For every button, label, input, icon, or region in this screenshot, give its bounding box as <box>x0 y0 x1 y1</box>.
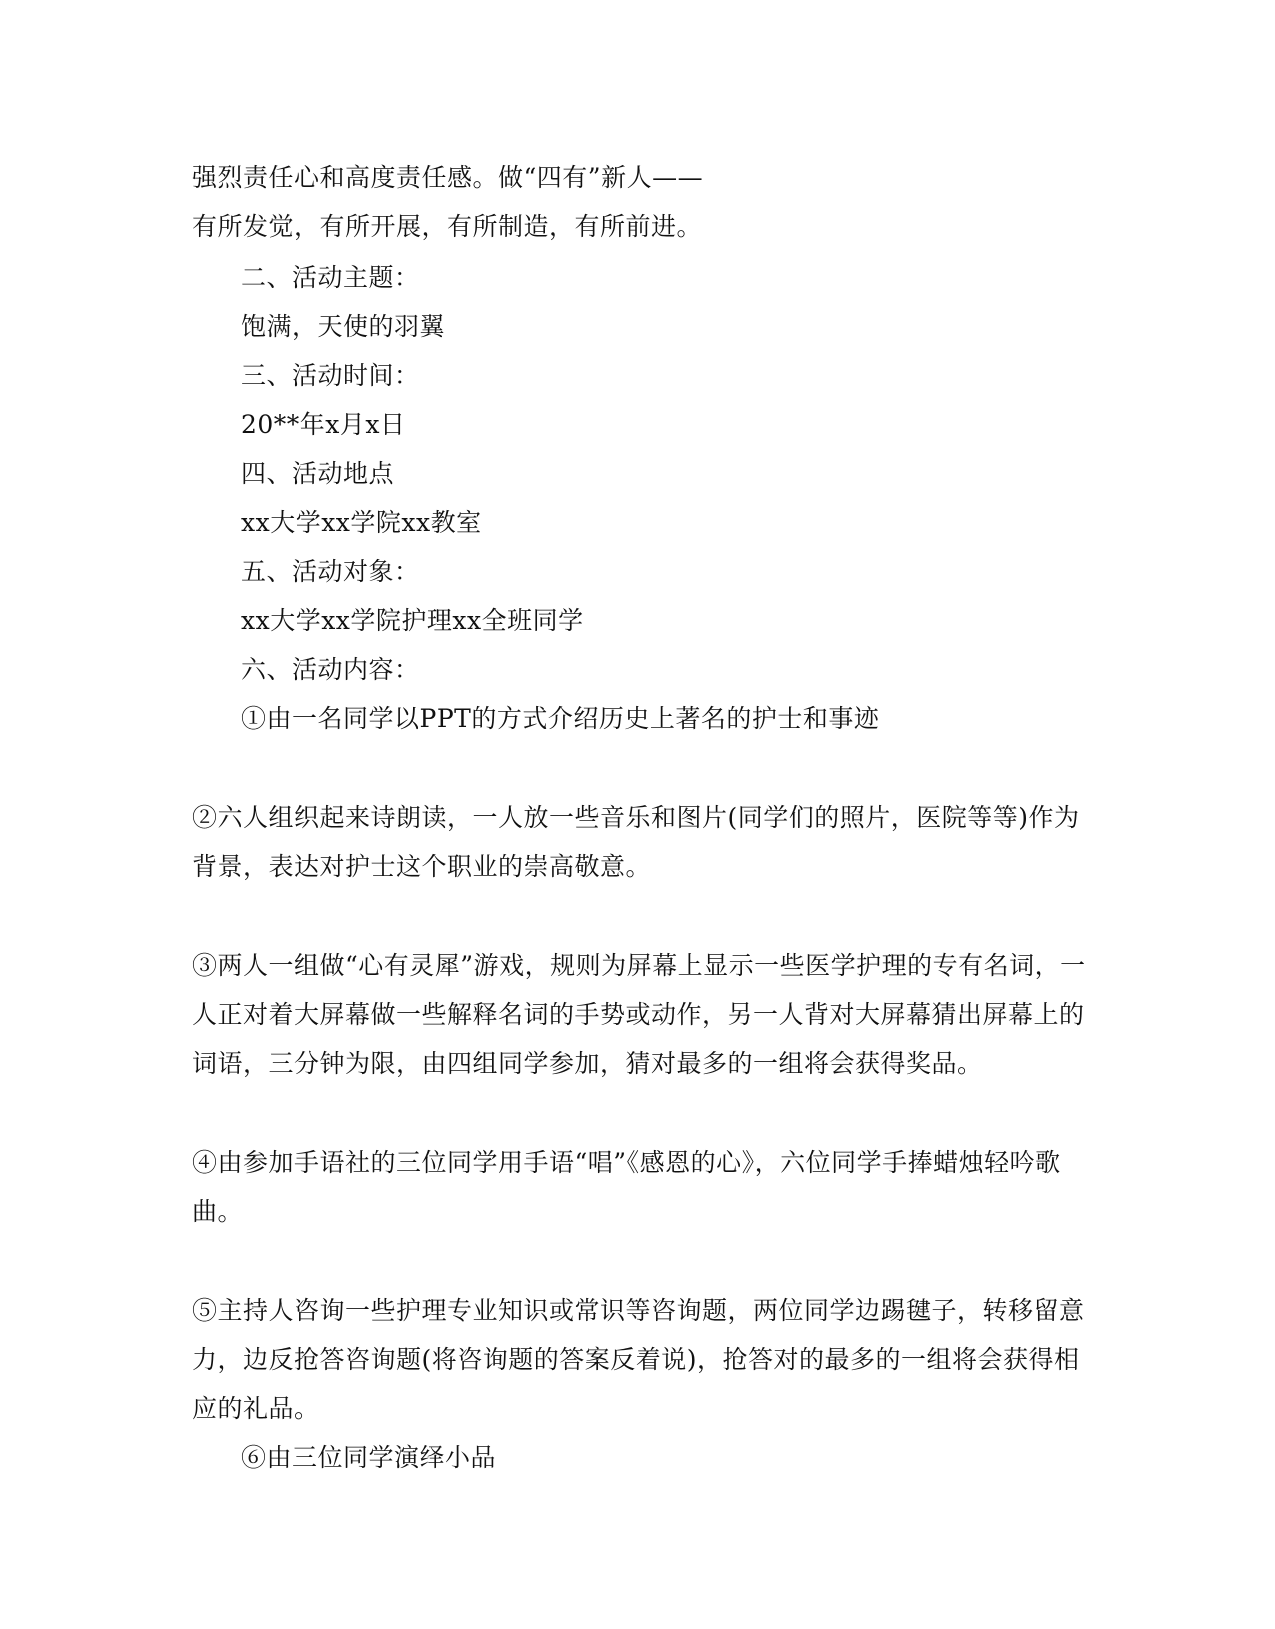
content-item-4-line-2: 曲。 <box>192 1197 244 1226</box>
time-text: 20**年x月x日 <box>241 410 406 439</box>
theme-text: 饱满，天使的羽翼 <box>241 312 446 341</box>
content-item-5-line-2: 力，边反抢答咨询题(将咨询题的答案反着说)，抢答对的最多的一组将会获得相 <box>192 1345 1080 1374</box>
content-item-1: ①由一名同学以PPT的方式介绍历史上著名的护士和事迹 <box>241 704 880 733</box>
section-heading-audience: 五、活动对象： <box>241 557 420 586</box>
section-heading-location: 四、活动地点 <box>241 459 395 488</box>
audience-text: xx大学xx学院护理xx全班同学 <box>241 606 584 635</box>
section-heading-time: 三、活动时间： <box>241 361 420 390</box>
section-heading-theme: 二、活动主题： <box>241 263 420 292</box>
content-item-3-line-3: 词语，三分钟为限，由四组同学参加，猜对最多的一组将会获得奖品。 <box>192 1049 983 1078</box>
location-text: xx大学xx学院xx教室 <box>241 508 482 537</box>
intro-line-1: 强烈责任心和高度责任感。做“四有”新人—— <box>192 163 704 192</box>
content-item-6: ⑥由三位同学演绎小品 <box>241 1443 497 1472</box>
content-item-2-line-2: 背景，表达对护士这个职业的崇高敬意。 <box>192 852 652 881</box>
content-item-2-line-1: ②六人组织起来诗朗读，一人放一些音乐和图片(同学们的照片，医院等等)作为 <box>192 803 1080 832</box>
section-heading-content: 六、活动内容： <box>241 655 420 684</box>
intro-line-2: 有所发觉，有所开展，有所制造，有所前进。 <box>192 212 703 241</box>
content-item-4-line-1: ④由参加手语社的三位同学用手语“唱”《感恩的心》，六位同学手捧蜡烛轻吟歌 <box>192 1148 1061 1177</box>
content-item-5-line-1: ⑤主持人咨询一些护理专业知识或常识等咨询题，两位同学边踢毽子，转移留意 <box>192 1296 1085 1325</box>
content-item-3-line-2: 人正对着大屏幕做一些解释名词的手势或动作，另一人背对大屏幕猜出屏幕上的 <box>192 1000 1085 1029</box>
content-item-3-line-1: ③两人一组做“心有灵犀”游戏，规则为屏幕上显示一些医学护理的专有名词，一 <box>192 951 1086 980</box>
content-item-5-line-3: 应的礼品。 <box>192 1394 320 1423</box>
